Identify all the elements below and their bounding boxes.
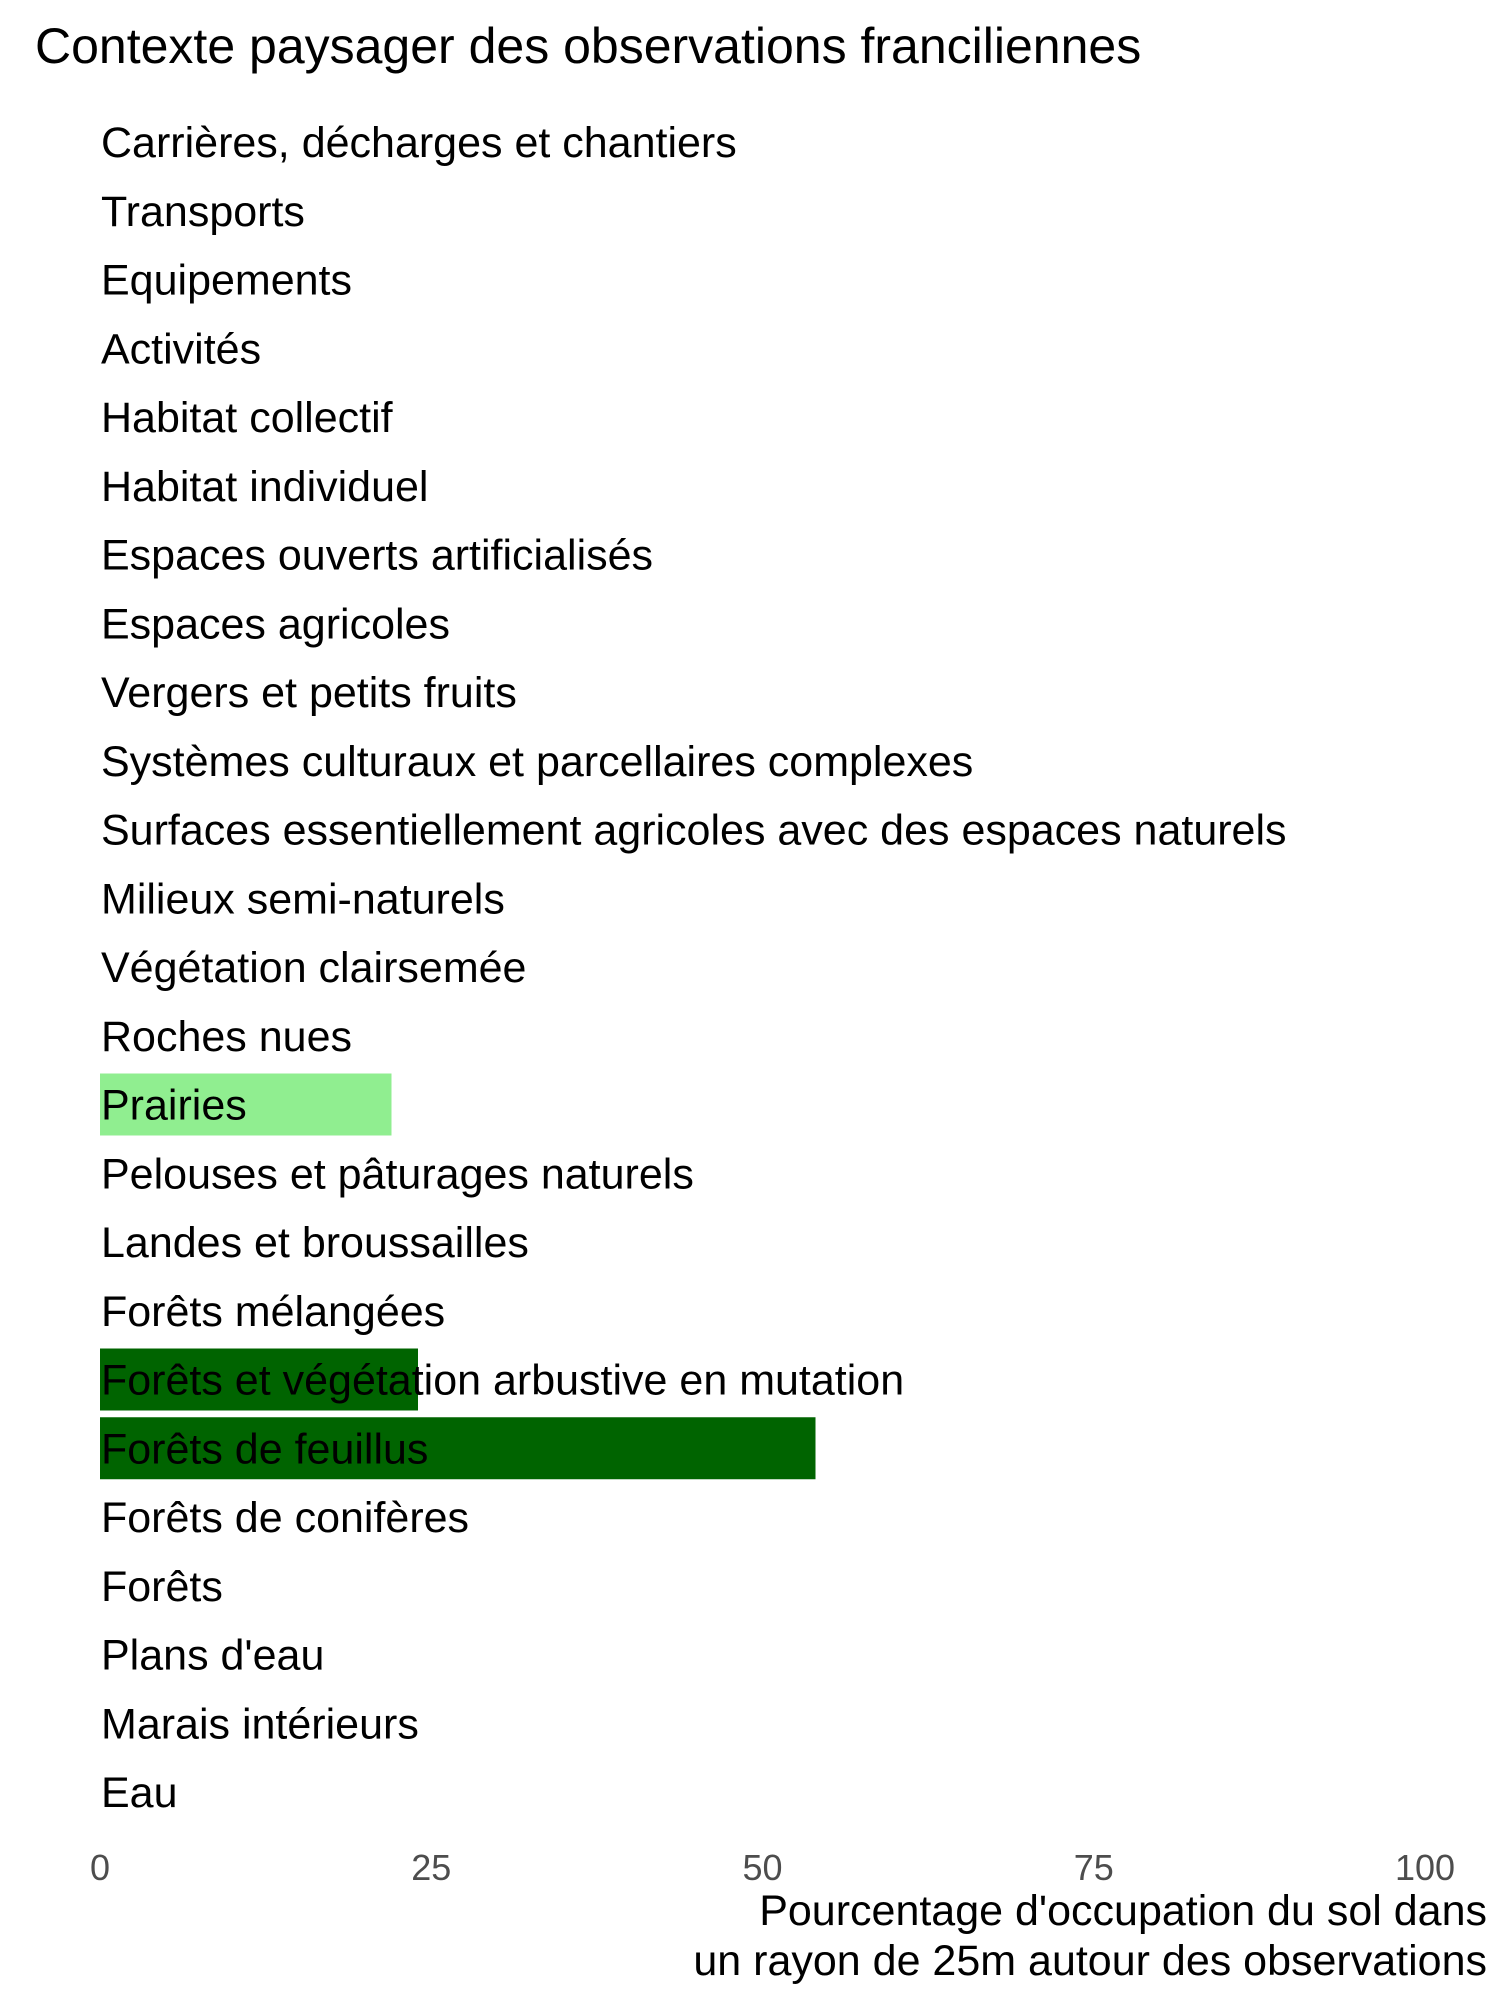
category-label-21: Forêts bbox=[101, 1562, 223, 1611]
category-label-7: Espaces agricoles bbox=[101, 600, 450, 649]
category-label-20: Forêts de conifères bbox=[101, 1494, 470, 1542]
category-label-23: Marais intérieurs bbox=[101, 1700, 419, 1749]
x-axis-title-line-2: un rayon de 25m autour des observations bbox=[693, 1937, 1487, 1985]
category-label-2: Equipements bbox=[101, 256, 352, 305]
category-label-5: Habitat individuel bbox=[101, 462, 429, 511]
category-label-1: Transports bbox=[101, 187, 305, 236]
category-label-8: Vergers et petits fruits bbox=[101, 669, 517, 717]
x-tick-label-4: 100 bbox=[1394, 1847, 1456, 1888]
bars-layer bbox=[100, 1074, 816, 1480]
category-label-16: Landes et broussailles bbox=[101, 1219, 529, 1267]
chart-title: Contexte paysager des observations franciliennes bbox=[35, 18, 1142, 74]
category-labels bbox=[101, 119, 1287, 1817]
category-label-13: Roches nues bbox=[101, 1012, 352, 1061]
x-tick-label-3: 75 bbox=[1073, 1847, 1114, 1888]
category-label-0: Carrières, décharges et chantiers bbox=[101, 119, 737, 167]
category-label-14: Prairies bbox=[101, 1081, 247, 1130]
x-tick-label-0: 0 bbox=[89, 1847, 111, 1888]
x-axis-ticks bbox=[90, 1847, 1455, 1888]
category-label-22: Plans d'eau bbox=[101, 1631, 325, 1680]
category-label-24: Eau bbox=[101, 1769, 178, 1817]
category-label-18: Forêts et végétation arbustive en mutation bbox=[101, 1356, 905, 1405]
x-tick-label-1: 25 bbox=[411, 1847, 452, 1888]
category-label-10: Surfaces essentiellement agricoles avec des espaces naturels bbox=[101, 806, 1287, 855]
category-label-3: Activités bbox=[101, 325, 262, 374]
category-label-6: Espaces ouverts artificialisés bbox=[101, 531, 654, 580]
category-label-15: Pelouses et pâturages naturels bbox=[101, 1150, 694, 1199]
x-axis-title-line-1: Pourcentage d'occupation du sol dans bbox=[759, 1887, 1487, 1935]
category-label-9: Systèmes culturaux et parcellaires complexes bbox=[101, 737, 974, 786]
x-tick-label-2: 50 bbox=[742, 1847, 783, 1888]
category-label-17: Forêts mélangées bbox=[101, 1287, 446, 1336]
category-label-11: Milieux semi-naturels bbox=[101, 875, 505, 924]
category-label-4: Habitat collectif bbox=[101, 394, 393, 442]
category-label-12: Végétation clairsemée bbox=[101, 944, 527, 992]
category-label-19: Forêts de feuillus bbox=[101, 1425, 429, 1474]
